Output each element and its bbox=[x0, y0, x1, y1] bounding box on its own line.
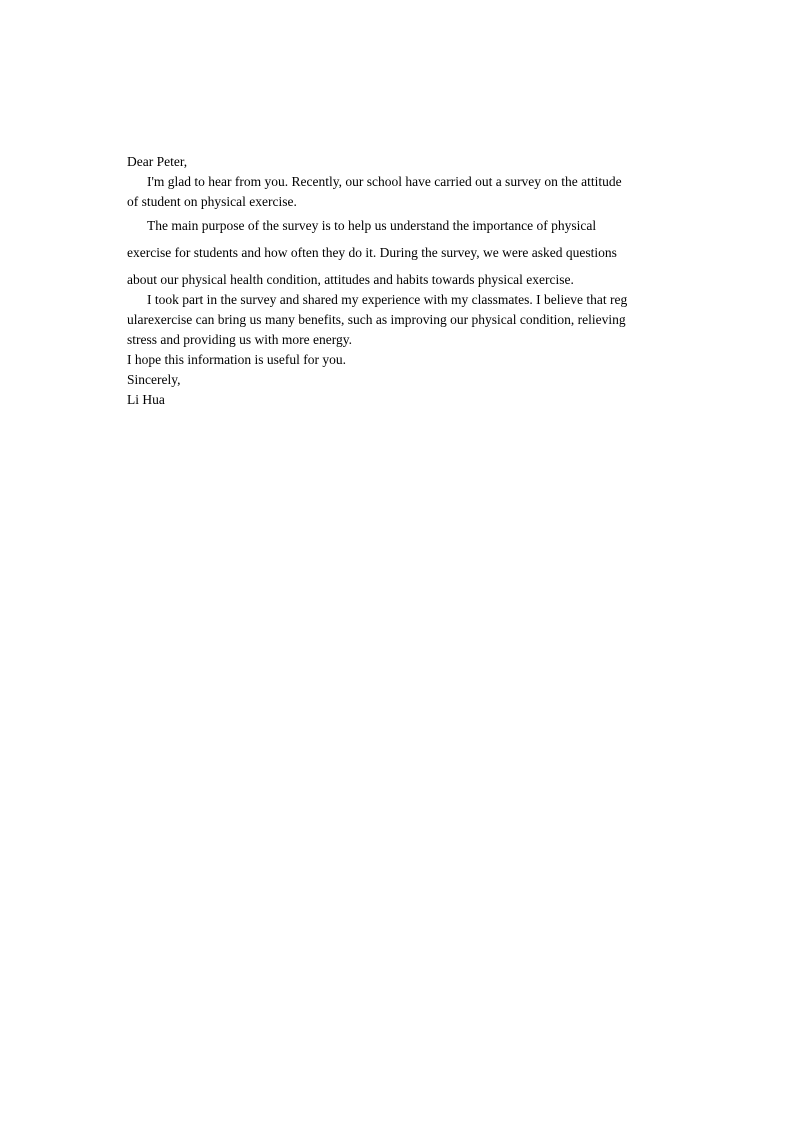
paragraph-3 bbox=[127, 290, 672, 350]
paragraph-2-line: exercise for students and how often they do it. During the survey, we were asked questions bbox=[127, 245, 617, 260]
sign-off: Sincerely, bbox=[127, 372, 181, 387]
paragraph-1-line: I'm glad to hear from you. Recently, our school have carried out a survey on the attitude bbox=[147, 174, 622, 189]
paragraph-1 bbox=[127, 172, 672, 212]
signature: Li Hua bbox=[127, 392, 165, 407]
paragraph-1-line: of student on physical exercise. bbox=[127, 194, 297, 209]
paragraph-2-line: about our physical health condition, attitudes and habits towards physical exercise. bbox=[127, 272, 574, 287]
paragraph-3-line: I took part in the survey and shared my experience with my classmates. I believe that reg bbox=[147, 292, 628, 307]
paragraph-2-line: The main purpose of the survey is to help us understand the importance of physical bbox=[147, 218, 597, 233]
paragraph-3-line: ularexercise can bring us many benefits, such as improving our physical condition, relieving bbox=[127, 312, 626, 327]
letter-body bbox=[127, 152, 672, 410]
paragraph-3-line: stress and providing us with more energy. bbox=[127, 332, 352, 347]
closing-line: I hope this information is useful for you. bbox=[127, 352, 346, 367]
salutation: Dear Peter, bbox=[127, 154, 188, 169]
paragraph-2 bbox=[127, 212, 672, 290]
